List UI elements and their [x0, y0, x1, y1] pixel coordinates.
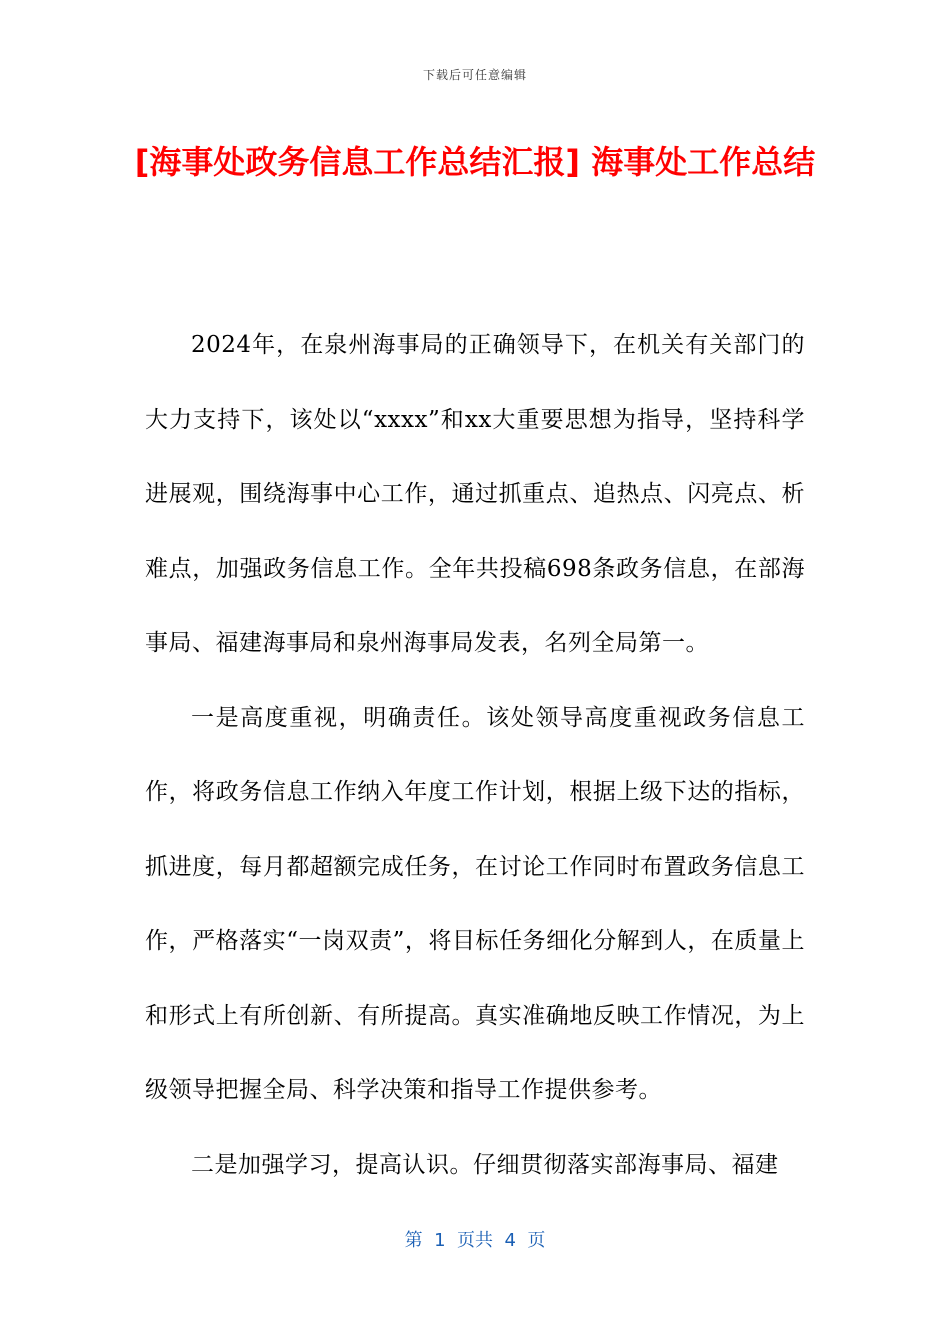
header-note: 下载后可任意编辑 [422, 68, 527, 82]
document-title: [海事处政务信息工作总结汇报] 海事处工作总结 [134, 143, 816, 181]
paragraph-point-one: 一是高度重视，明确责任。该处领导高度重视政务信息工作，将政务信息工作纳入年度工作计划，根据上级下达的指标，抓进度，每月都超额完成任务，在讨论工作同时布置政务信息工作，严格落实“一岗双责”，将目标任务细化分解到人，在质量上和形式上有所创新、有所提高。真实准确地反映工作情况，为上级领导把握全局、科学决策和指导工作提供参考。 [145, 704, 805, 1103]
paragraph-point-two: 二是加强学习，提高认识。仔细贯彻落实部海事局、福建 [191, 1151, 779, 1178]
paragraph-intro: 2024年，在泉州海事局的正确领导下，在机关有关部门的大力支持下，该处以“xxxx”和xx大重要思想为指导，坚持科学进展观，围绕海事中心工作，通过抓重点、追热点、闪亮点、析难点，加强政务信息工作。全年共投稿698条政务信息，在部海事局、福建海事局和泉州海事局发表，名列全局第一。 [145, 332, 805, 656]
document-body [145, 308, 805, 1202]
page-number-footer: 第 1 页共 4 页 [404, 1230, 546, 1251]
